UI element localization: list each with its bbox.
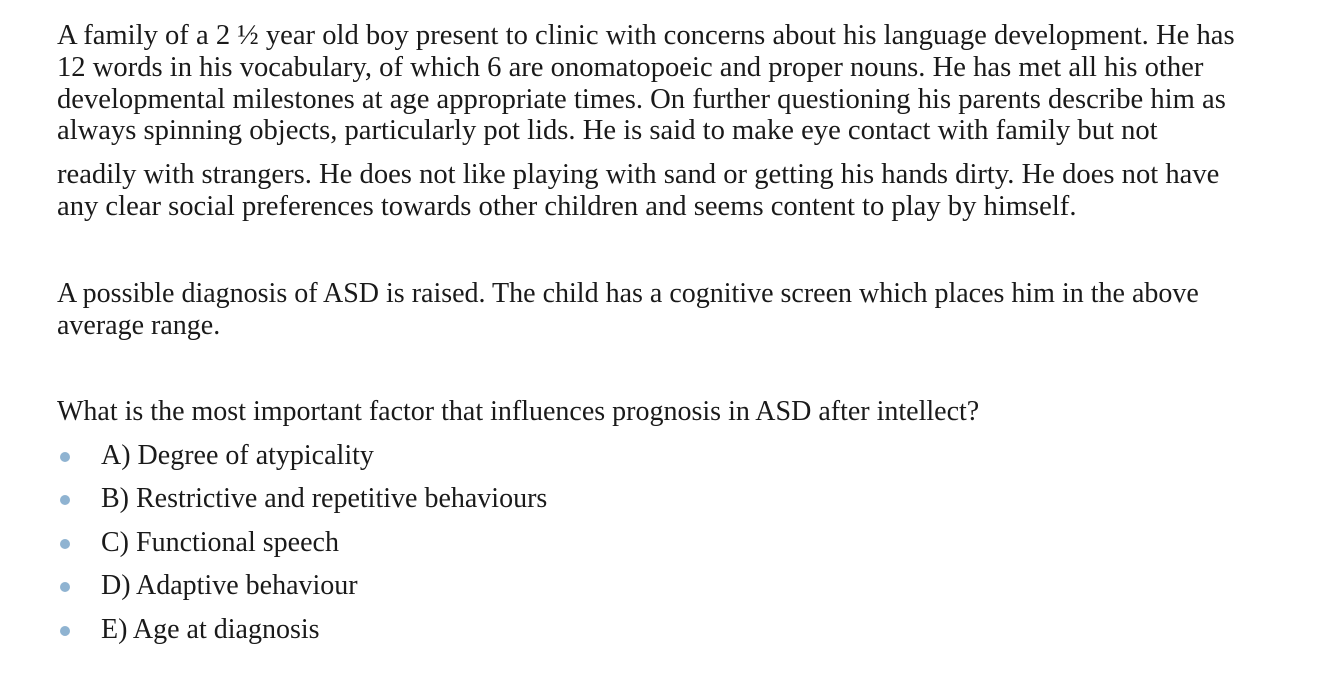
answer-option-label: D) Adaptive behaviour xyxy=(101,570,358,601)
diagnosis-line: A possible diagnosis of ASD is raised. The child has a cognitive screen which places him in the above xyxy=(57,278,1199,309)
answer-option-label: E) Age at diagnosis xyxy=(101,614,320,645)
diagnosis-line: average range. xyxy=(57,310,221,341)
bullet-icon xyxy=(60,626,70,636)
case-line: developmental milestones at age appropriate times. On further questioning his parents describe him as xyxy=(57,84,1226,115)
bullet-icon xyxy=(60,452,70,462)
bullet-icon xyxy=(60,495,70,505)
case-line: always spinning objects, particularly pot lids. He is said to make eye contact with family but not xyxy=(57,115,1158,146)
answer-option-label: B) Restrictive and repetitive behaviours xyxy=(101,483,548,514)
bullet-icon xyxy=(60,582,70,592)
question-text: What is the most important factor that influences prognosis in ASD after intellect? xyxy=(57,396,980,427)
case-line: 12 words in his vocabulary, of which 6 are onomatopoeic and proper nouns. He has met all his other xyxy=(57,52,1204,83)
answer-option-label: A) Degree of atypicality xyxy=(101,440,374,471)
case-line: A family of a 2 ½ year old boy present to clinic with concerns about his language development. He has xyxy=(57,20,1235,51)
case-line: any clear social preferences towards other children and seems content to play by himself. xyxy=(57,191,1077,222)
case-line: readily with strangers. He does not like playing with sand or getting his hands dirty. He does not have xyxy=(57,159,1220,190)
bullet-icon xyxy=(60,539,70,549)
answer-option-label: C) Functional speech xyxy=(101,527,339,558)
